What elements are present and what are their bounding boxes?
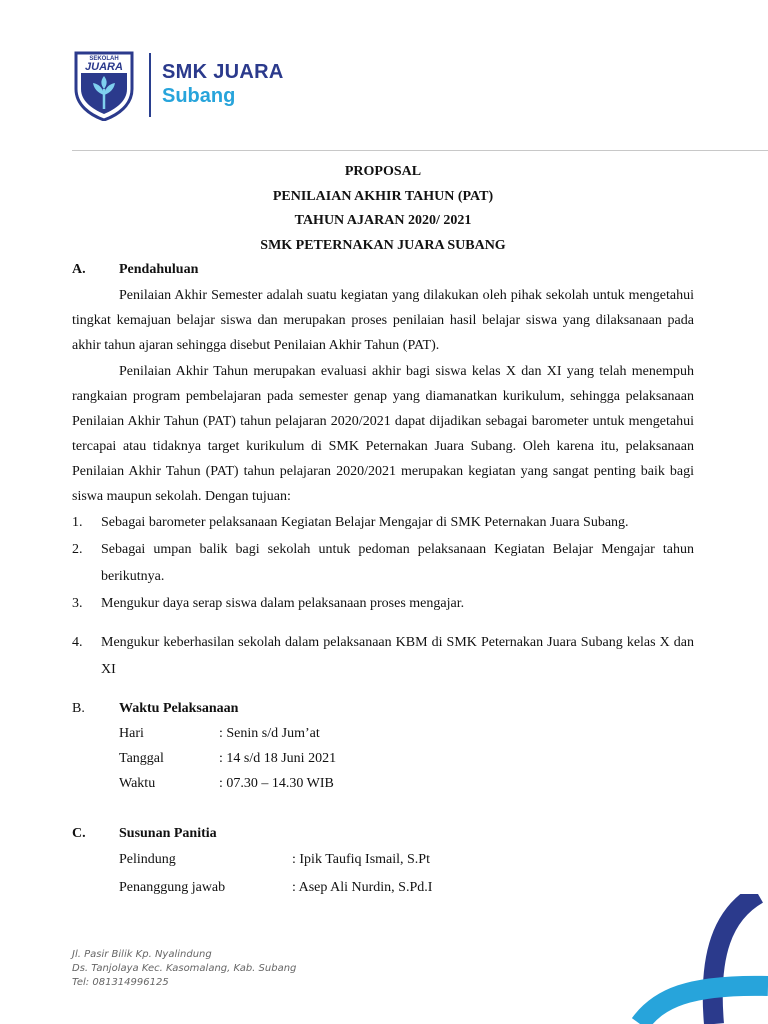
list-number: 2. [72,542,83,557]
section-letter: B. [72,701,85,716]
schedule-label: Hari [119,726,144,741]
list-item [72,536,694,590]
list-text: Mengukur keberhasilan sekolah dalam pelaksanaan KBM di SMK Peternakan Juara Subang kelas X dan XI [101,635,694,677]
list-text: Mengukur daya serap siswa dalam pelaksanaan proses mengajar. [101,596,465,611]
letterhead [72,45,372,125]
committee-person: : Asep Ali Nurdin, S.Pd.I [292,880,433,895]
section-title: Waktu Pelaksanaan [119,701,239,716]
schedule-value: : Senin s/d Jum’at [219,726,320,741]
list-text: Sebagai barometer pelaksanaan Kegiatan Belajar Mengajar di SMK Peternakan Juara Subang. [101,515,629,530]
committee-row [72,874,694,902]
committee-role: Pelindung [119,852,176,867]
committee-role: Penanggung jawab [119,880,226,895]
logo-top-text: SEKOLAH [89,56,119,62]
section-title: Pendahuluan [119,262,199,277]
section-letter: A. [72,262,86,277]
schedule-value: : 14 s/d 18 Juni 2021 [219,751,337,766]
school-shield-logo-icon [72,45,136,121]
title-line-1: PROPOSAL [344,164,422,179]
brand-location: Subang [162,85,236,107]
schedule-label: Tanggal [119,751,164,766]
section-a-heading [72,258,694,282]
section-title: Susunan Panitia [119,826,217,841]
schedule-value: : 07.30 – 14.30 WIB [219,776,334,791]
paragraph-2: Penilaian Akhir Tahun merupakan evaluasi akhir bagi siswa kelas X dan XI yang telah menempuh rangkaian program pembelajaran pada semester genap yang diamanatkan kurikulum, sehingga pelaksanaan Penilaian Akhir Tahun (PAT) tahun pelajaran 2020/2021 dapat dijadikan sebagai barometer untuk mengetahui tercapai atau tidaknya target kurikulum di SMK Peternakan Juara Subang. Oleh karena itu, pelaksanaan Penilaian Akhir Tahun (PAT) tahun pelajaran 2020/2021 merupakan kegiatan yang sangat penting baik bagi siswa maupun sekolah. Dengan tujuan: [72,364,694,504]
decorative-arc-icon [628,894,768,1024]
document-body [72,160,694,902]
title-line-3: TAHUN AJARAN 2020/ 2021 [294,213,472,228]
schedule-label: Waktu [119,776,156,791]
committee-row [72,846,694,874]
document-title [72,160,694,258]
list-number: 3. [72,596,83,611]
list-item [72,629,694,683]
footer-line-1: Jl. Pasir Bilik Kp. Nyalindung [72,949,212,960]
list-number: 4. [72,635,83,650]
list-item [72,509,694,536]
schedule-row [72,746,694,771]
header-divider [149,53,151,117]
schedule-row [72,771,694,796]
logo-word-text: JUARA [85,61,123,73]
paragraph-1: Penilaian Akhir Semester adalah suatu kegiatan yang dilakukan oleh pihak sekolah untuk mengetahui tingkat kemajuan belajar siswa dan merupakan proses penilaian hasil belajar siswa yang dilaksanaan pada akhir tahun ajaran sehingga disebut Penilaian Akhir Tahun (PAT). [72,288,694,353]
schedule-row [72,721,694,746]
list-text: Sebagai umpan balik bagi sekolah untuk pedoman pelaksanaan Kegiatan Belajar Mengajar tahun berikutnya. [101,542,694,584]
title-line-2: PENILAIAN AKHIR TAHUN (PAT) [272,188,494,204]
list-item [72,590,694,617]
list-number: 1. [72,515,83,530]
footer-line-2: Ds. Tanjolaya Kec. Kasomalang, Kab. Subang [72,963,297,974]
section-letter: C. [72,826,86,841]
footer-line-3: Tel: 081314996125 [72,977,169,988]
footer-address [72,948,296,990]
section-c-heading [72,822,694,846]
section-b-heading [72,697,694,721]
title-line-4: SMK PETERNAKAN JUARA SUBANG [260,237,506,253]
header-rule [72,150,768,151]
brand-name: SMK JUARA [162,61,284,83]
committee-person: : Ipik Taufiq Ismail, S.Pt [292,852,430,867]
